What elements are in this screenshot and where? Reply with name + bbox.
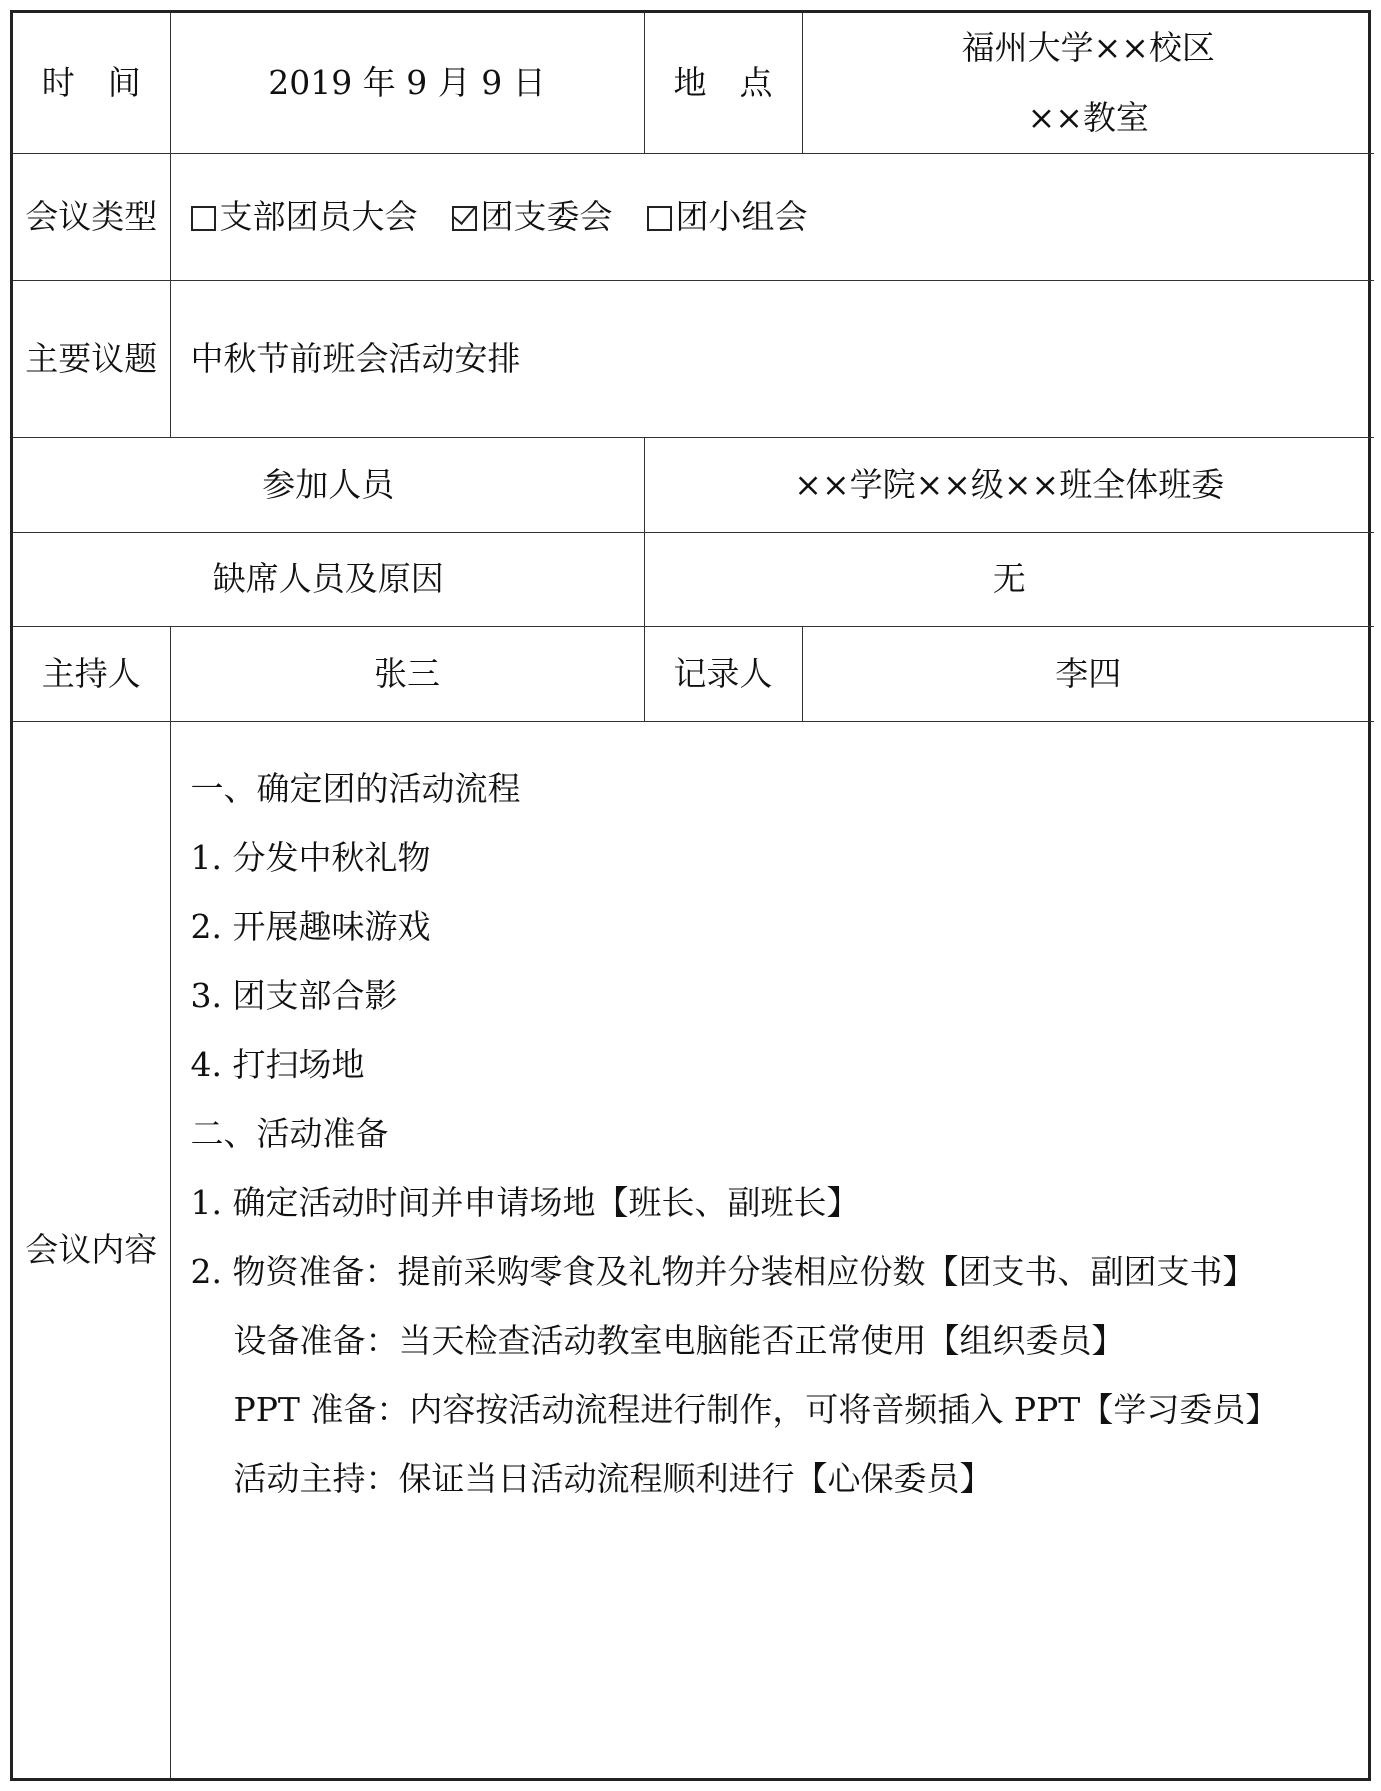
- content-line: 设备准备：当天检查活动教室电脑能否正常使用【组织委员】: [233, 1321, 1125, 1360]
- content-line: 2. 开展趣味游戏: [190, 907, 431, 946]
- row-content: [13, 722, 1374, 1779]
- meeting-type-label: 会议类型: [13, 154, 170, 281]
- option-label: 团小组会: [675, 196, 808, 236]
- content-line: 1. 确定活动时间并申请场地【班长、副班长】: [190, 1183, 860, 1222]
- absent-value: 无: [644, 533, 1374, 627]
- place-value-line1: 福州大学××校区: [961, 28, 1215, 67]
- content-label: 会议内容: [13, 722, 170, 1779]
- content-line: 2. 物资准备：提前采购零食及礼物并分装相应份数【团支书、副团支书】: [190, 1252, 1256, 1291]
- record-form: [13, 13, 1374, 1778]
- attendees-value: ××学院××级××班全体班委: [644, 438, 1374, 533]
- content-body: [170, 722, 1374, 1779]
- checkbox-icon[interactable]: [191, 206, 216, 231]
- content-line: PPT 准备：内容按活动流程进行制作，可将音频插入 PPT【学习委员】: [233, 1390, 1279, 1429]
- meeting-type-options: [170, 154, 1374, 281]
- option-branch-assembly[interactable]: [191, 196, 418, 239]
- meeting-record-table: [10, 10, 1371, 1781]
- content-line: 3. 团支部合影: [190, 976, 398, 1015]
- time-value: 2019 年 9 月 9 日: [170, 13, 644, 154]
- content-line: 4. 打扫场地: [190, 1045, 365, 1084]
- place-value-line2: ××教室: [1027, 98, 1149, 137]
- checkbox-icon[interactable]: [647, 206, 672, 231]
- option-label: 团支委会: [480, 196, 613, 236]
- content-line: 二、活动准备: [190, 1114, 389, 1153]
- row-host-recorder: [13, 627, 1374, 722]
- row-attendees: [13, 438, 1374, 533]
- time-label: 时 间: [13, 13, 170, 154]
- row-absent: [13, 533, 1374, 627]
- recorder-label: 记录人: [644, 627, 802, 722]
- row-topic: [13, 281, 1374, 438]
- option-label: 支部团员大会: [219, 196, 418, 236]
- content-line: 活动主持：保证当日活动流程顺利进行【心保委员】: [233, 1459, 993, 1498]
- place-value: [802, 13, 1374, 154]
- topic-value: 中秋节前班会活动安排: [170, 281, 1374, 438]
- attendees-label: 参加人员: [13, 438, 644, 533]
- option-group-meeting[interactable]: [647, 196, 808, 239]
- topic-label: 主要议题: [13, 281, 170, 438]
- place-label: 地 点: [644, 13, 802, 154]
- absent-label: 缺席人员及原因: [13, 533, 644, 627]
- row-meeting-type: [13, 154, 1374, 281]
- content-line: 一、确定团的活动流程: [190, 769, 521, 808]
- recorder-value: 李四: [802, 627, 1374, 722]
- host-label: 主持人: [13, 627, 170, 722]
- row-time-place: [13, 13, 1374, 154]
- content-line: 1. 分发中秋礼物: [190, 838, 431, 877]
- checkbox-checked-icon[interactable]: [452, 206, 477, 231]
- host-value: 张三: [170, 627, 644, 722]
- option-committee[interactable]: [452, 196, 613, 239]
